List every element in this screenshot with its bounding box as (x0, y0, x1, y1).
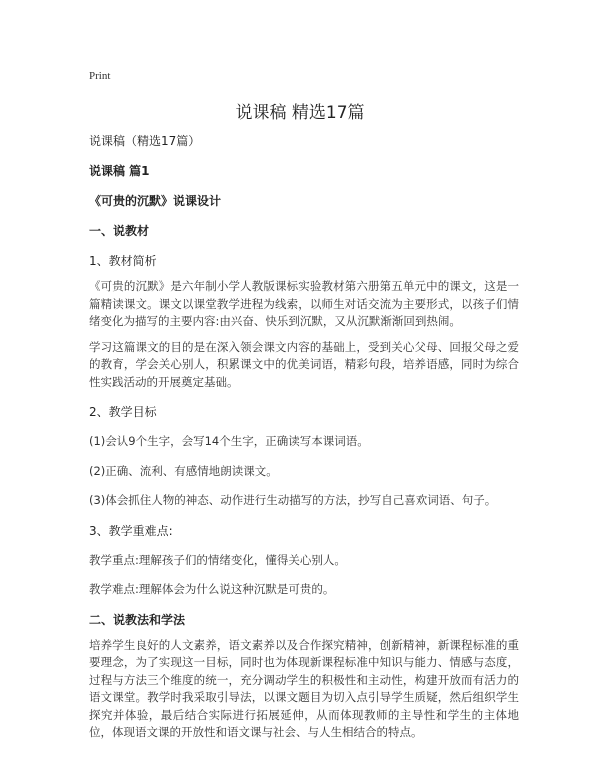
goal-1: (1)会认9个生字，会写14个生字，正确读写本课词语。 (89, 434, 369, 448)
part1-heading: 一、说教材 (89, 224, 150, 238)
part2-heading: 二、说教法和学法 (89, 612, 186, 627)
analysis-paragraph-2: 学习这篇课文的目的是在深入领会课文内容的基础上，受到关心父母、回报父母之爱的教育，学会关心别人，积累课文中的优美词语，精彩句段，培养语感，同时为综合性实践活动的开展奠定基础。 (89, 339, 519, 389)
difficult-point: 教学难点:理解体会为什么说这种沉默是可贵的。 (89, 582, 335, 596)
analysis-paragraph-1: 《可贵的沉默》是六年制小学人教版课标实验教材第六册第五单元中的课文，这是一篇精读课文。课文以课堂教学进程为线索，以师生对话交流为主要形式，以孩子们情绪变化为描写的主要内容:由兴奋、快乐到沉默，又从沉默渐渐回到热闹。 (89, 279, 519, 328)
analysis-heading: 1、教材简析 (89, 254, 157, 268)
design-title: 《可贵的沉默》说课设计 (89, 194, 222, 208)
document-title: 说课稿 精选17篇 (235, 103, 365, 123)
document-body (89, 132, 519, 742)
section-heading: 说课稿 篇1 (89, 164, 150, 178)
document-subtitle: 说课稿（精选17篇） (89, 134, 201, 148)
key-point: 教学重点:理解孩子们的情绪变化，懂得关心别人。 (89, 552, 346, 567)
print-link[interactable]: Print (89, 70, 111, 82)
goal-2: (2)正确、流利、有感情地朗读课文。 (89, 463, 278, 478)
goals-heading: 2、教学目标 (89, 405, 157, 419)
method-paragraph: 培养学生良好的人文素养，语文素养以及合作探究精神，创新精神，新课程标准的重要理念，为了实现这一目标，同时也为体现新课程标准中知识与能力、情感与态度，过程与方法三个维度的统一，充分调动学生的积极性和主动性，构建开放而有活力的语文课堂。教学时我采取引导法，以课文题目为切入点引导学生质疑，然后组织学生探究并体验，最后结合实际进行拓展延伸，从而体现教师的主导性和学生的主体地位，体现语文课的开放性和语文课与社会、与人生相结合的特点。 (89, 637, 519, 739)
key-heading: 3、教学重难点: (89, 523, 173, 538)
goal-3: (3)体会抓住人物的神态、动作进行生动描写的方法，抄写自己喜欢词语、句子。 (89, 493, 497, 507)
